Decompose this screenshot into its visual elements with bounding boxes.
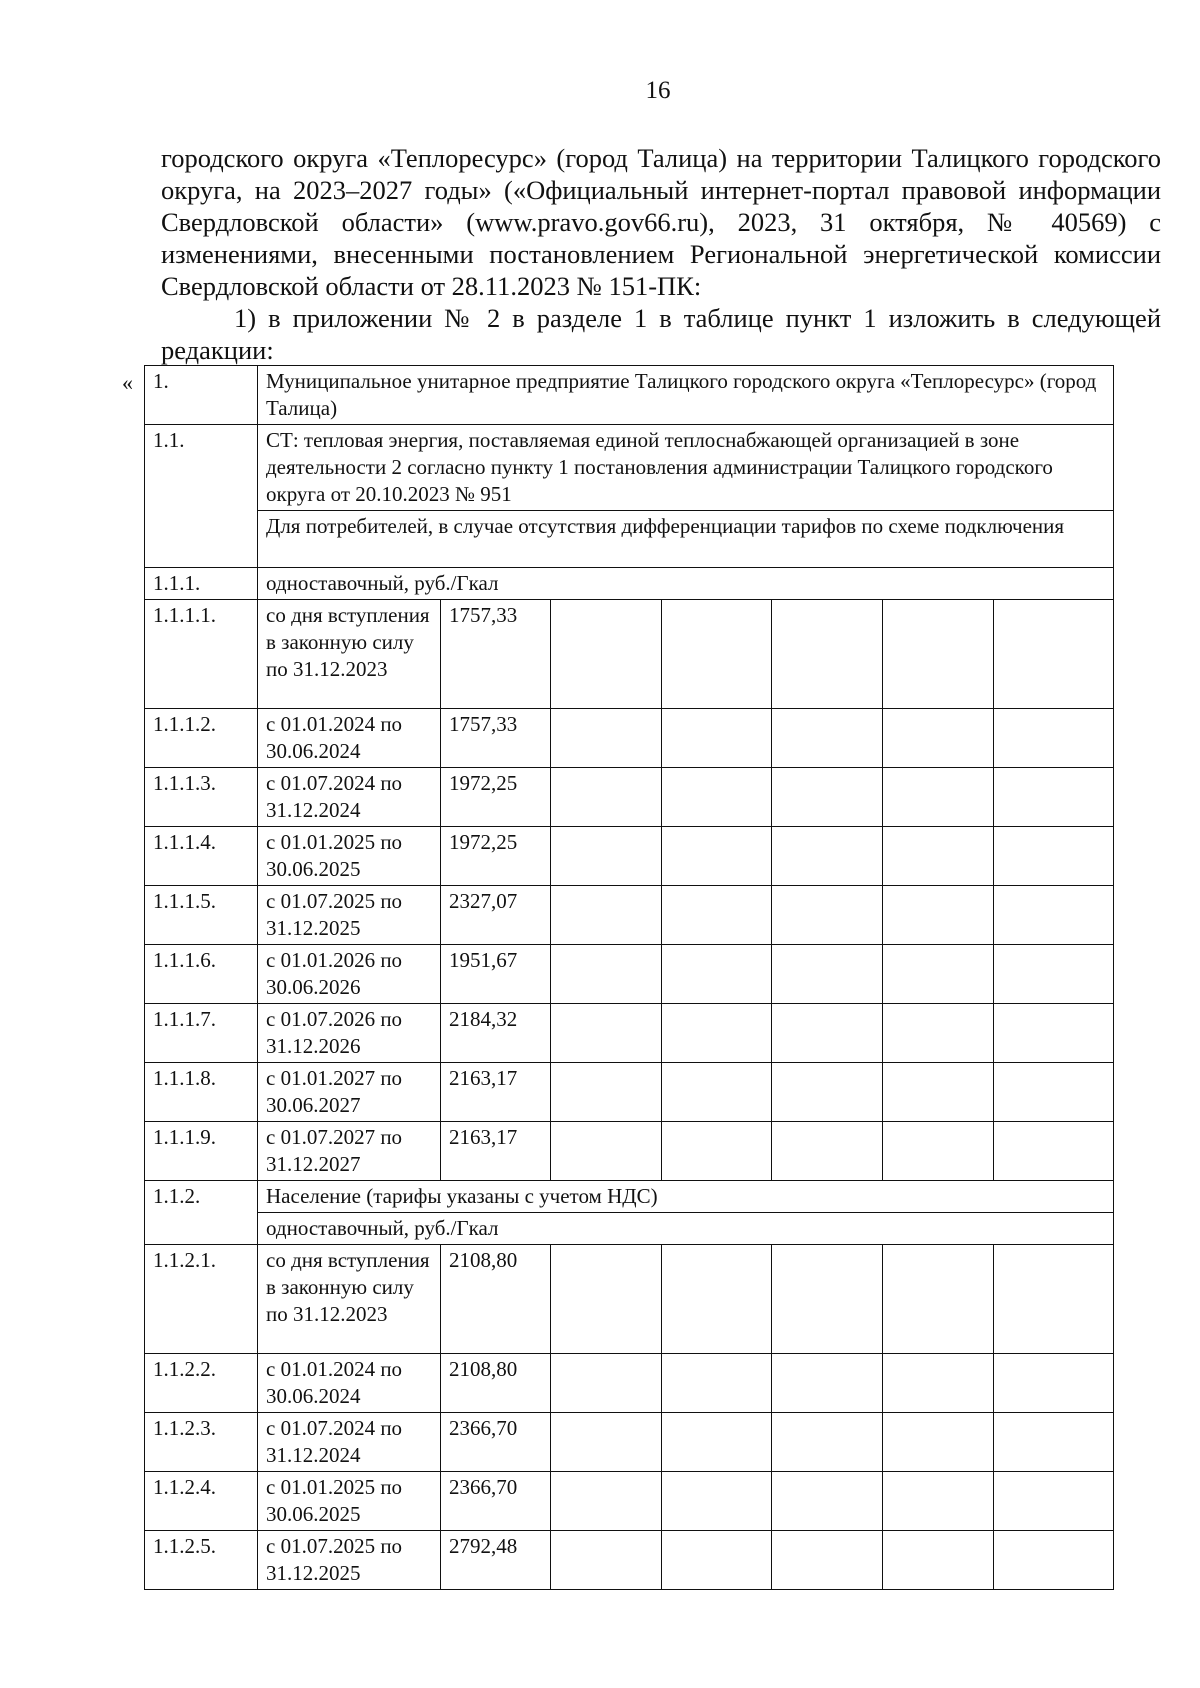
empty-cell	[662, 1063, 772, 1122]
tariff-value: 1972,25	[441, 827, 551, 886]
empty-cell	[551, 1245, 662, 1354]
empty-cell	[883, 827, 994, 886]
table-row-1-1	[145, 425, 1114, 511]
intro-text	[161, 142, 1161, 366]
tariff-type: одноставочный, руб./Гкал	[258, 568, 1114, 600]
empty-cell	[662, 1245, 772, 1354]
empty-cell	[883, 1063, 994, 1122]
row-number: 1.1.2.2.	[145, 1354, 258, 1413]
tariff-value: 1972,25	[441, 768, 551, 827]
empty-cell	[551, 709, 662, 768]
table-row	[145, 768, 1114, 827]
empty-cell	[772, 827, 883, 886]
period-cell: с 01.07.2024 по 31.12.2024	[258, 1413, 441, 1472]
tariff-value: 2163,17	[441, 1063, 551, 1122]
tariff-value: 2366,70	[441, 1413, 551, 1472]
period-cell: с 01.07.2026 по 31.12.2026	[258, 1004, 441, 1063]
empty-cell	[662, 1004, 772, 1063]
empty-cell	[883, 1531, 994, 1590]
empty-cell	[551, 1531, 662, 1590]
empty-cell	[551, 1413, 662, 1472]
empty-cell	[551, 886, 662, 945]
row-number: 1.1.1.2.	[145, 709, 258, 768]
tariff-value: 2163,17	[441, 1122, 551, 1181]
empty-cell	[772, 768, 883, 827]
tariff-value: 2327,07	[441, 886, 551, 945]
period-cell: с 01.01.2026 по 30.06.2026	[258, 945, 441, 1004]
empty-cell	[551, 1472, 662, 1531]
empty-cell	[662, 1354, 772, 1413]
table-row	[145, 1472, 1114, 1531]
empty-cell	[662, 1122, 772, 1181]
row-number: 1.1.2.1.	[145, 1245, 258, 1354]
table-row	[145, 1122, 1114, 1181]
row-number: 1.1.	[145, 425, 258, 568]
empty-cell	[772, 945, 883, 1004]
intro-paragraph: городского округа «Теплоресурс» (город Талица) на территории Талицкого городского округа, на 2023–2027 годы» («Официальный интернет-портал правовой информации Свердловской области» (www.pravo.gov66.ru), 2023, 31 октября, № 40569) с изменениями, внесенными постановлением Региональной энергетической комиссии Свердловской области от 28.11.2023 № 151-ПК:	[161, 143, 1161, 301]
empty-cell	[883, 945, 994, 1004]
period-cell: с 01.01.2025 по 30.06.2025	[258, 827, 441, 886]
row-number: 1.1.1.8.	[145, 1063, 258, 1122]
empty-cell	[994, 827, 1114, 886]
empty-cell	[994, 1472, 1114, 1531]
empty-cell	[994, 709, 1114, 768]
empty-cell	[994, 1063, 1114, 1122]
enterprise-name: Муниципальное унитарное предприятие Талицкого городского округа «Теплоресурс» (город Талица)	[258, 366, 1114, 425]
empty-cell	[662, 886, 772, 945]
empty-cell	[994, 1122, 1114, 1181]
empty-cell	[662, 1531, 772, 1590]
empty-cell	[994, 886, 1114, 945]
empty-cell	[551, 1004, 662, 1063]
empty-cell	[883, 886, 994, 945]
empty-cell	[994, 600, 1114, 709]
empty-cell	[772, 600, 883, 709]
empty-cell	[994, 1413, 1114, 1472]
amendment-paragraph: 1) в приложении № 2 в разделе 1 в таблице пункт 1 изложить в следующей редакции:	[161, 303, 1161, 365]
tariff-value: 1951,67	[441, 945, 551, 1004]
empty-cell	[662, 709, 772, 768]
table-row	[145, 1413, 1114, 1472]
tariff-value: 2792,48	[441, 1531, 551, 1590]
empty-cell	[883, 1472, 994, 1531]
tariff-value: 2366,70	[441, 1472, 551, 1531]
table-row	[145, 1004, 1114, 1063]
row-number: 1.1.1.	[145, 568, 258, 600]
period-cell: с 01.01.2025 по 30.06.2025	[258, 1472, 441, 1531]
row-number: 1.1.2.5.	[145, 1531, 258, 1590]
opening-quote: «	[122, 370, 133, 395]
empty-cell	[994, 1531, 1114, 1590]
table-row	[145, 1245, 1114, 1354]
tariff-type: одноставочный, руб./Гкал	[258, 1213, 1114, 1245]
table-row-1-1-2	[145, 1181, 1114, 1213]
period-cell: с 01.01.2024 по 30.06.2024	[258, 1354, 441, 1413]
period-cell: с 01.01.2024 по 30.06.2024	[258, 709, 441, 768]
empty-cell	[551, 1354, 662, 1413]
period-cell: с 01.07.2027 по 31.12.2027	[258, 1122, 441, 1181]
empty-cell	[551, 945, 662, 1004]
empty-cell	[772, 1472, 883, 1531]
table-row	[145, 827, 1114, 886]
empty-cell	[551, 600, 662, 709]
tariff-description: СТ: тепловая энергия, поставляемая единой теплоснабжающей организацией в зоне деятельности 2 согласно пункту 1 постановления администрации Талицкого городского округа от 20.10.2023 № 951	[258, 425, 1114, 511]
empty-cell	[662, 1472, 772, 1531]
row-number: 1.1.2.3.	[145, 1413, 258, 1472]
empty-cell	[662, 600, 772, 709]
tariff-value: 2108,80	[441, 1245, 551, 1354]
empty-cell	[883, 1245, 994, 1354]
table-row	[145, 1063, 1114, 1122]
empty-cell	[994, 945, 1114, 1004]
empty-cell	[551, 1122, 662, 1181]
empty-cell	[662, 827, 772, 886]
row-number: 1.1.1.7.	[145, 1004, 258, 1063]
table-row-1-1-consumers	[145, 511, 1114, 568]
period-cell: с 01.07.2025 по 31.12.2025	[258, 1531, 441, 1590]
empty-cell	[551, 768, 662, 827]
table-row-1-1-1	[145, 568, 1114, 600]
period-cell: с 01.01.2027 по 30.06.2027	[258, 1063, 441, 1122]
empty-cell	[772, 1122, 883, 1181]
empty-cell	[772, 1413, 883, 1472]
row-number: 1.1.2.4.	[145, 1472, 258, 1531]
row-number: 1.1.1.6.	[145, 945, 258, 1004]
empty-cell	[662, 1413, 772, 1472]
row-number: 1.1.2.	[145, 1181, 258, 1245]
empty-cell	[772, 1004, 883, 1063]
empty-cell	[662, 768, 772, 827]
empty-cell	[551, 1063, 662, 1122]
table-row	[145, 1531, 1114, 1590]
empty-cell	[772, 1063, 883, 1122]
table-row-1-1-2-type	[145, 1213, 1114, 1245]
tariff-value: 1757,33	[441, 709, 551, 768]
row-number: 1.1.1.9.	[145, 1122, 258, 1181]
period-cell: с 01.07.2025 по 31.12.2025	[258, 886, 441, 945]
empty-cell	[772, 1531, 883, 1590]
empty-cell	[994, 1245, 1114, 1354]
empty-cell	[551, 827, 662, 886]
page-number: 16	[645, 77, 671, 104]
tariff-value: 1757,33	[441, 600, 551, 709]
tariff-table	[144, 365, 1114, 1590]
row-number: 1.1.1.5.	[145, 886, 258, 945]
empty-cell	[772, 886, 883, 945]
row-number: 1.	[145, 366, 258, 425]
empty-cell	[883, 600, 994, 709]
consumers-note: Для потребителей, в случае отсутствия дифференциации тарифов по схеме подключения	[258, 511, 1114, 568]
table-row	[145, 886, 1114, 945]
table-row	[145, 1354, 1114, 1413]
row-number: 1.1.1.4.	[145, 827, 258, 886]
empty-cell	[772, 709, 883, 768]
row-number: 1.1.1.1.	[145, 600, 258, 709]
tariff-value: 2108,80	[441, 1354, 551, 1413]
empty-cell	[883, 768, 994, 827]
empty-cell	[883, 1122, 994, 1181]
empty-cell	[883, 1004, 994, 1063]
table-row	[145, 709, 1114, 768]
period-cell: со дня вступления в законную силу по 31.12.2023	[258, 600, 441, 709]
empty-cell	[994, 768, 1114, 827]
period-cell: со дня вступления в законную силу по 31.12.2023	[258, 1245, 441, 1354]
tariff-value: 2184,32	[441, 1004, 551, 1063]
period-cell: с 01.07.2024 по 31.12.2024	[258, 768, 441, 827]
table-row-1	[145, 366, 1114, 425]
row-number: 1.1.1.3.	[145, 768, 258, 827]
empty-cell	[883, 1413, 994, 1472]
table-row	[145, 600, 1114, 709]
empty-cell	[772, 1245, 883, 1354]
empty-cell	[883, 1354, 994, 1413]
empty-cell	[994, 1354, 1114, 1413]
population-header: Население (тарифы указаны с учетом НДС)	[258, 1181, 1114, 1213]
table-row	[145, 945, 1114, 1004]
empty-cell	[994, 1004, 1114, 1063]
empty-cell	[662, 945, 772, 1004]
empty-cell	[883, 709, 994, 768]
empty-cell	[772, 1354, 883, 1413]
